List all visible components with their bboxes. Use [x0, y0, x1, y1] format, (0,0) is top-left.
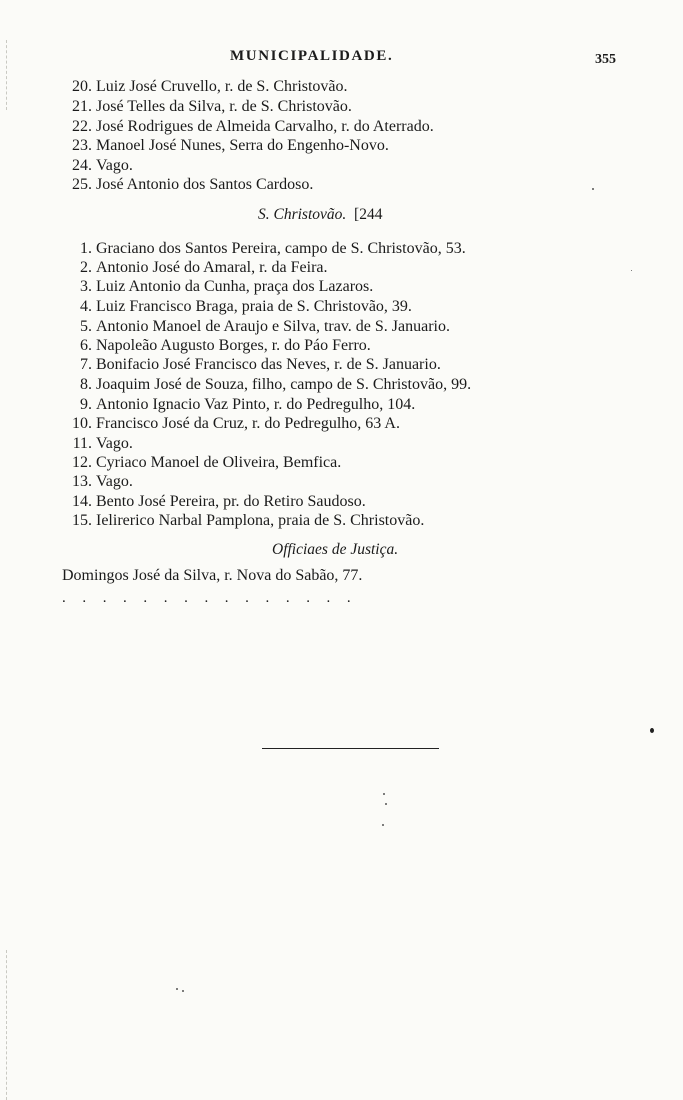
entry-text: Luiz Francisco Braga, praia de S. Christovão, 39.: [96, 298, 412, 315]
entry-number: 7.: [80, 356, 92, 373]
entry-text: José Antonio dos Santos Cardoso.: [96, 176, 314, 193]
page-edge-mark: [6, 40, 7, 110]
entry-number: 5.: [80, 318, 92, 335]
entry-text: Luiz José Cruvello, r. de S. Christovão.: [96, 78, 348, 95]
entry-text: Vago.: [96, 435, 133, 452]
entry-text: Napoleão Augusto Borges, r. do Páo Ferro.: [96, 337, 371, 354]
section-heading: Officiaes de Justiça.: [272, 541, 399, 558]
entry-number: 23.: [72, 137, 92, 154]
list-item: [58, 258, 648, 277]
ink-speck: [385, 803, 387, 805]
entry-number: 12.: [72, 454, 92, 471]
entry-text: Antonio Manoel de Araujo e Silva, trav. de S. Januario.: [96, 318, 450, 335]
entry-text: Vago.: [96, 473, 133, 490]
section-count: [244: [354, 206, 383, 223]
entry-number: 3.: [80, 278, 92, 295]
entry-number: 2.: [80, 259, 92, 276]
list-item: [58, 277, 648, 296]
list-item: [58, 136, 648, 155]
entry-text: José Rodrigues de Almeida Carvalho, r. do Aterrado.: [96, 118, 434, 135]
entry-text: Bento José Pereira, pr. do Retiro Saudoso.: [96, 493, 366, 510]
entry-number: 11.: [72, 435, 92, 452]
ink-speck: [176, 988, 178, 990]
entry-text: Cyriaco Manoel de Oliveira, Bemfica.: [96, 454, 342, 471]
entry-text: Antonio José do Amaral, r. da Feira.: [96, 259, 328, 276]
ink-speck: [382, 824, 384, 826]
section-heading: [258, 206, 382, 224]
entry-text: Graciano dos Santos Pereira, campo de S. Christovão, 53.: [96, 240, 466, 257]
entry-text: Vago.: [96, 157, 133, 174]
ink-speck: [631, 270, 632, 271]
entry-number: 20.: [72, 78, 92, 95]
ink-speck: [182, 990, 184, 992]
dot-leader: ...............: [62, 590, 368, 606]
entry-number: 10.: [72, 415, 92, 432]
entry-text: Antonio Ignacio Vaz Pinto, r. do Pedregulho, 104.: [96, 396, 416, 413]
entry-number: 21.: [72, 98, 92, 115]
entry-number: 22.: [72, 118, 92, 135]
entry-number: 25.: [72, 176, 92, 193]
section-title: S. Christovão.: [258, 206, 347, 223]
page-number: 355: [595, 52, 616, 67]
list-item: [58, 77, 648, 96]
list-item: [58, 297, 648, 316]
entry-text: Bonifacio José Francisco das Neves, r. de S. Januario.: [96, 356, 441, 373]
list-item: [58, 239, 648, 258]
list-item: [58, 317, 648, 336]
list-item: [58, 472, 648, 491]
list-item: [58, 492, 648, 511]
list-item: [58, 434, 648, 453]
ink-speck: [592, 188, 594, 190]
list-item: [58, 355, 648, 374]
entry-number: 13.: [72, 473, 92, 490]
entry-number: 4.: [80, 298, 92, 315]
list-item: [58, 375, 648, 394]
end-rule: [262, 748, 439, 749]
list-item: [58, 453, 648, 472]
ink-speck: [383, 793, 385, 795]
entry-text: Luiz Antonio da Cunha, praça dos Lazaros.: [96, 278, 374, 295]
entry-text: Francisco José da Cruz, r. do Pedregulho, 63 A.: [96, 415, 400, 432]
entry-number: 15.: [72, 512, 92, 529]
entry-text: Ielirerico Narbal Pamplona, praia de S. Christovão.: [96, 512, 425, 529]
entry-number: 24.: [72, 157, 92, 174]
list-item: [58, 336, 648, 355]
entry-text: Joaquim José de Souza, filho, campo de S. Christovão, 99.: [96, 376, 472, 393]
list-item: [58, 117, 648, 136]
ink-speck: [650, 728, 654, 733]
list-item: Domingos José da Silva, r. Nova do Sabão, 77.: [62, 567, 363, 584]
entry-number: 14.: [72, 493, 92, 510]
entry-number: 8.: [80, 376, 92, 393]
list-item: [58, 97, 648, 116]
list-item: [58, 175, 648, 194]
list-item: [58, 156, 648, 175]
list-item: [58, 414, 648, 433]
list-item: [58, 395, 648, 414]
entry-text: Manoel José Nunes, Serra do Engenho-Novo.: [96, 137, 389, 154]
list-item: [58, 511, 648, 530]
entry-number: 6.: [80, 337, 92, 354]
running-title: MUNICIPALIDADE.: [230, 48, 394, 64]
entry-number: 9.: [80, 396, 92, 413]
entry-text: José Telles da Silva, r. de S. Christovão.: [96, 98, 352, 115]
entry-number: 1.: [80, 240, 92, 257]
page-edge-mark: [6, 950, 7, 1100]
